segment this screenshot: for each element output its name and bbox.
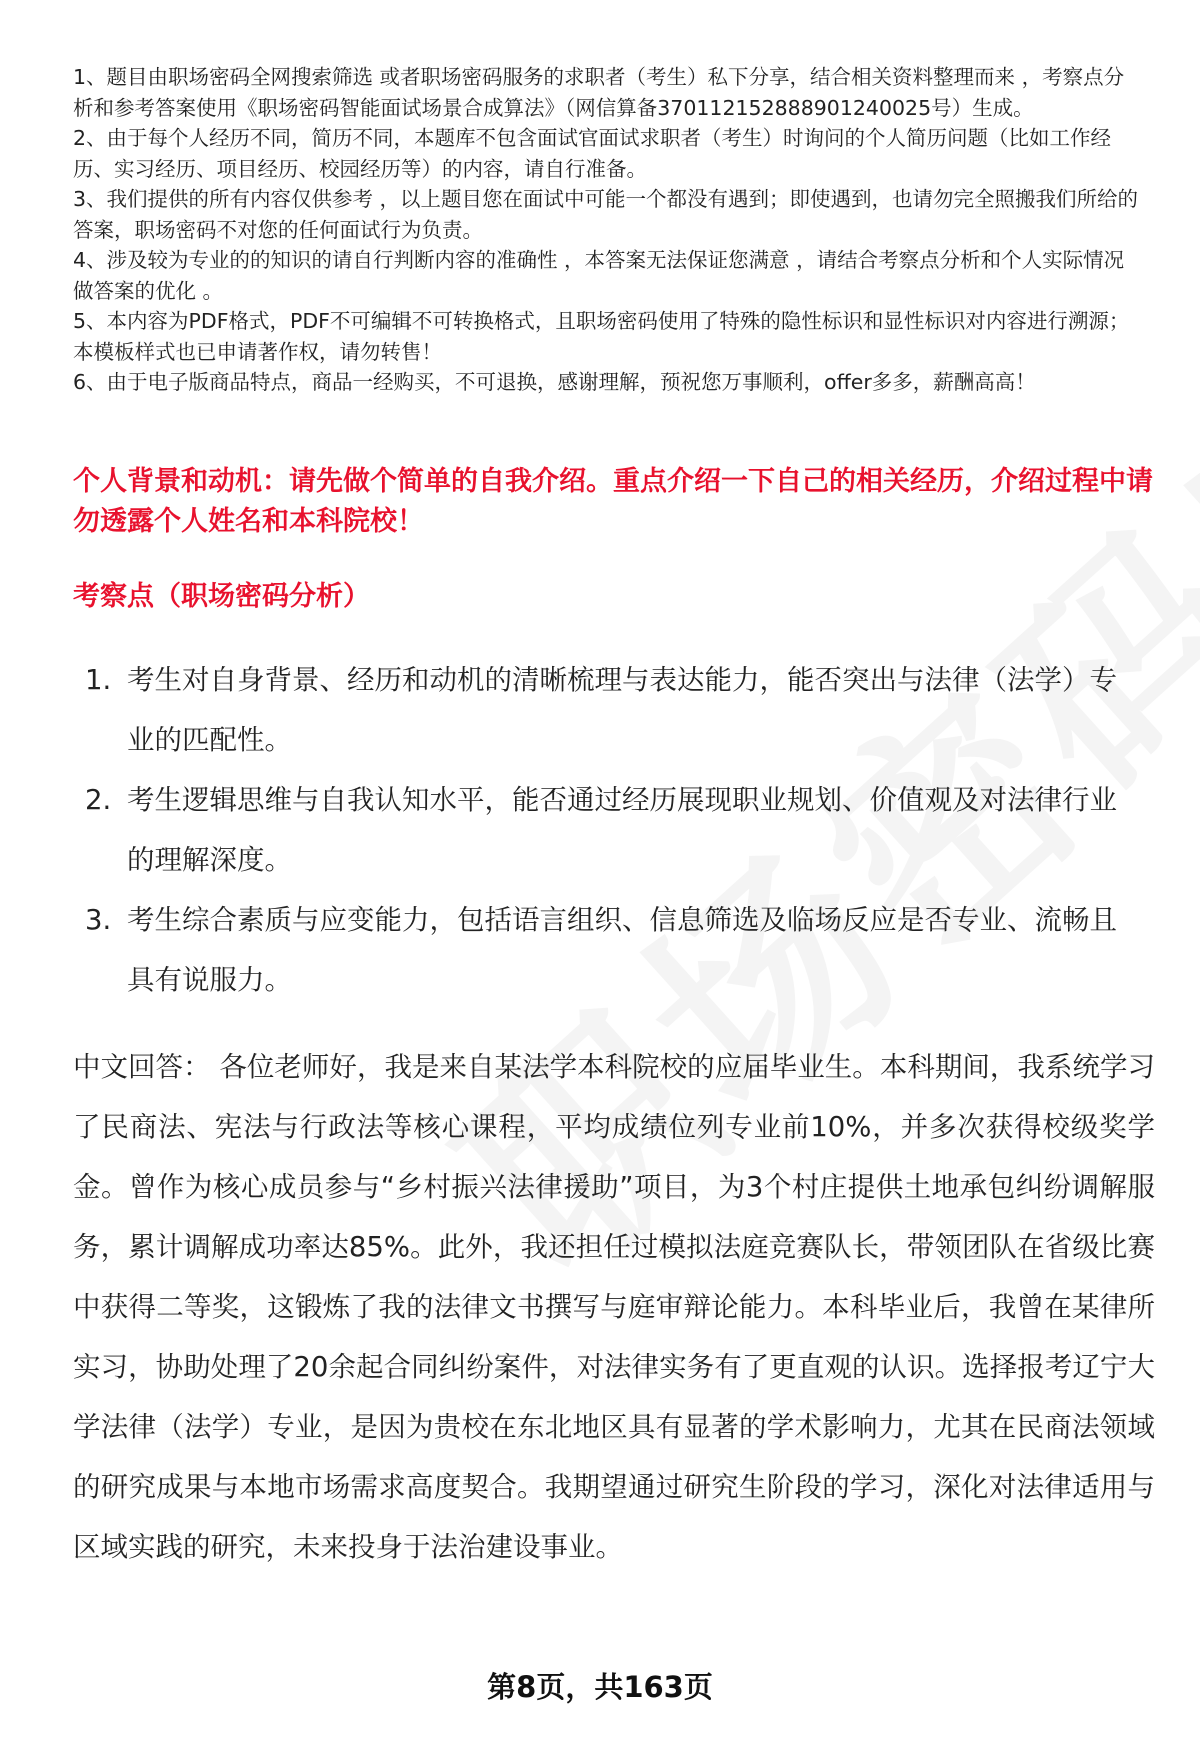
analysis-point xyxy=(73,890,1143,1010)
disclaimer-item: 6、由于电子版商品特点，商品一经购买，不可退换，感谢理解，预祝您万事顺利，offer多多，薪酬高高！ xyxy=(73,370,1036,394)
point-text: 考生综合素质与应变能力，包括语言组织、信息筛选及临场反应是否专业、流畅且具有说服力。 xyxy=(127,904,1117,996)
point-text: 考生对自身背景、经历和动机的清晰梳理与表达能力，能否突出与法律（法学）专业的匹配性。 xyxy=(127,664,1117,756)
point-number: 1. xyxy=(85,664,112,696)
answer-paragraph: 中文回答： 各位老师好，我是来自某法学本科院校的应届毕业生。本科期间，我系统学习了民商法、宪法与行政法等核心课程，平均成绩位列专业前10%，并多次获得校级奖学金。曾作为核心成员参与“乡村振兴法律援助”项目，为3个村庄提供土地承包纠纷调解服务，累计调解成功率达85%。此外，我还担任过模拟法庭竞赛队长，带领团队在省级比赛中获得二等奖，这锻炼了我的法律文书撰写与庭审辩论能力。本科毕业后，我曾在某律所实习，协助处理了20余起合同纠纷案件，对法律实务有了更直观的认识。选择报考辽宁大学法律（法学）专业，是因为贵校在东北地区具有显著的学术影响力，尤其在民商法领域的研究成果与本地市场需求高度契合。我期望通过研究生阶段的学习，深化对法律适用与区域实践的研究，未来投身于法治建设事业。 xyxy=(73,1051,1155,1563)
point-text: 考生逻辑思维与自我认知水平，能否通过经历展现职业规划、价值观及对法律行业的理解深度。 xyxy=(127,784,1117,876)
analysis-point xyxy=(73,650,1143,770)
disclaimer-item: 1、题目由职场密码全网搜索筛选 或者职场密码服务的求职者（考生）私下分享，结合相关资料整理而来 ，考察点分析和参考答案使用《职场密码智能面试场景合成算法》（网信算备370112152888901240025号）生成。 xyxy=(73,65,1125,120)
disclaimer-item: 3、我们提供的所有内容仅供参考 ，以上题目您在面试中可能一个都没有遇到；即使遇到，也请勿完全照搬我们所给的答案，职场密码不对您的任何面试行为负责。 xyxy=(73,187,1139,242)
page-number: 第8页，共163页 xyxy=(487,1670,713,1704)
analysis-point xyxy=(73,770,1143,890)
disclaimer-item: 4、涉及较为专业的的知识的请自行判断内容的准确性 ，本答案无法保证您满意 ，请结合考察点分析和个人实际情况做答案的优化 。 xyxy=(73,248,1125,303)
disclaimer-item: 5、本内容为PDF格式，PDF不可编辑不可转换格式，且职场密码使用了特殊的隐性标识和显性标识对内容进行溯源；本模板样式也已申请著作权，请勿转售！ xyxy=(73,309,1130,364)
disclaimer-item: 2、由于每个人经历不同，简历不同，本题库不包含面试官面试求职者（考生）时询问的个人简历问题（比如工作经历、实习经历、项目经历、校园经历等）的内容，请自行准备。 xyxy=(73,126,1112,181)
point-number: 2. xyxy=(85,784,112,816)
disclaimer-list xyxy=(73,62,1143,398)
question-heading: 个人背景和动机：请先做个简单的自我介绍。重点介绍一下自己的相关经历，介绍过程中请勿透露个人姓名和本科院校！ xyxy=(73,466,1153,537)
point-number: 3. xyxy=(85,904,112,936)
analysis-title: 考察点（职场密码分析） xyxy=(73,581,370,612)
analysis-points xyxy=(73,650,1143,1010)
